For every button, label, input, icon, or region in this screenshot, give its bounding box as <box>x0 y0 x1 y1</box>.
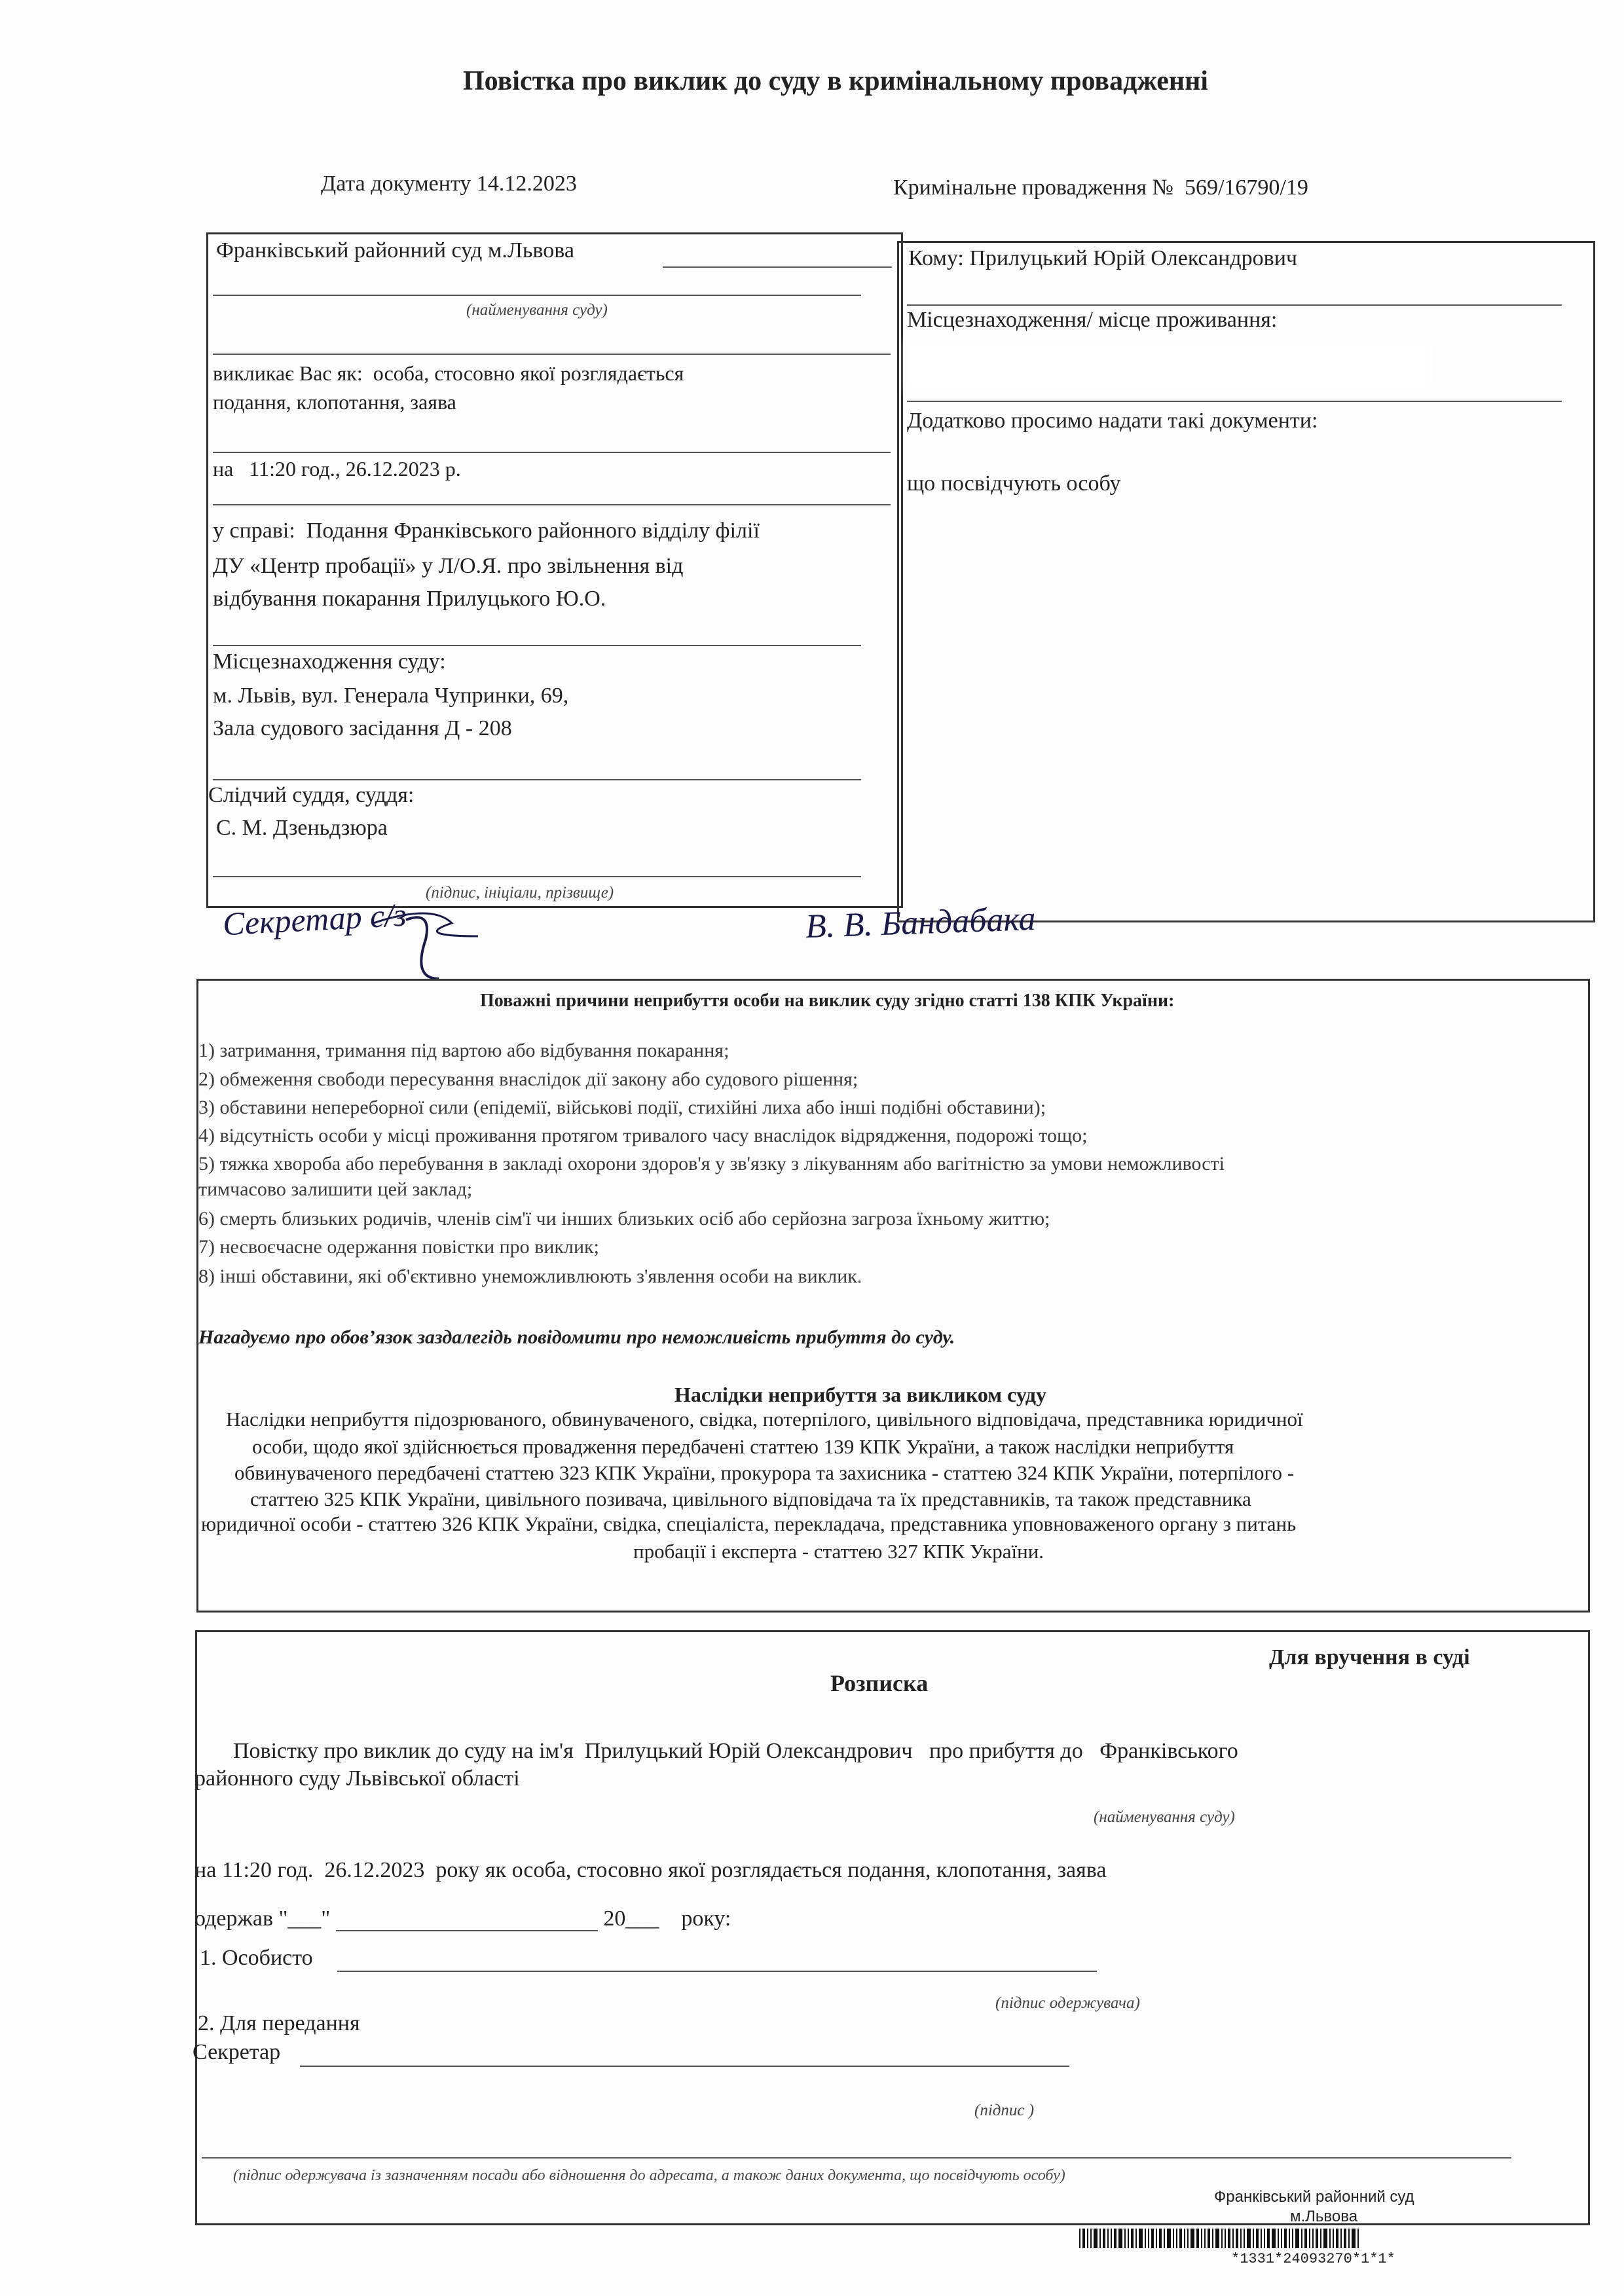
barcode-bar <box>1094 2229 1098 2248</box>
court-address: м. Львів, вул. Генерала Чупринки, 69, <box>213 683 569 708</box>
barcode-bar <box>1357 2229 1359 2248</box>
barcode-bar <box>1176 2229 1177 2248</box>
consequences-line: пробації і експерта - статтею 327 КПК України. <box>633 1540 1044 1563</box>
receipt-court-caption: (найменування суду) <box>1094 1808 1235 1826</box>
receipt-time-line: на 11:20 год. 26.12.2023 року як особа, стосовно якої розглядається подання, клопотання, заява <box>194 1858 1107 1882</box>
reason-item: 2) обмеження свободи пересування внаслідок дії закону або судового рішення; <box>198 1068 858 1090</box>
stamp-court-name: Франківський районний суд <box>1211 2187 1417 2208</box>
reason-item: 6) смерть близьких родичів, членів сім'ї чи інших близьких осіб або серйозна загроза їхньому життю; <box>198 1208 1050 1230</box>
barcode-bar <box>1196 2229 1199 2248</box>
barcode-bar <box>1272 2229 1276 2248</box>
barcode-bar <box>1284 2229 1287 2248</box>
consequences-line: статтею 325 КПК України, цивільного позивача, цивільного відповідача та їх представників, та також представника <box>250 1487 1251 1510</box>
for-delivery-label: Для вручення в суді <box>1269 1645 1470 1669</box>
barcode-bar <box>1348 2229 1350 2248</box>
reasons-heading: Поважні причини неприбуття особи на виклик суду згідно статті 138 КПК України: <box>480 991 1175 1011</box>
barcode-bar <box>1352 2229 1356 2248</box>
consequences-line: юридичної особи - статтею 326 КПК України, свідка, спеціаліста, перекладача, представника уповноваженого органу з питань <box>201 1512 1297 1535</box>
court-name-caption: (найменування суду) <box>466 301 608 319</box>
case-number: Кримінальне провадження № 569/16790/19 <box>893 175 1308 200</box>
consequences-line: особи, щодо якої здійснюється провадження передбачені статтею 139 КПК України, а також наслідки неприбуття <box>252 1435 1234 1458</box>
barcode-bar <box>1111 2229 1112 2248</box>
barcode-bar <box>1340 2229 1342 2248</box>
court-location-label: Місцезнаходження суду: <box>213 649 446 674</box>
barcode-bar <box>1087 2229 1088 2248</box>
barcode-bar <box>1333 2229 1334 2248</box>
barcode-bar <box>1256 2229 1259 2248</box>
barcode-bar <box>1289 2229 1290 2248</box>
barcode-bar <box>1103 2229 1105 2248</box>
barcode-bar <box>1309 2229 1310 2248</box>
reminder: Нагадуємо про обов’язок заздалегідь повідомити про неможливість прибуття до суду. <box>198 1326 955 1348</box>
consequences-heading: Наслідки неприбуття за викликом суду <box>674 1383 1046 1406</box>
judge-name: С. М. Дзеньдзюра <box>216 816 388 840</box>
barcode-bar <box>1212 2229 1213 2248</box>
case-subject: у справі: Подання Франківського районного відділу філії <box>213 519 760 543</box>
barcode-bar <box>1281 2229 1282 2248</box>
documents-label: Додатково просимо надати такі документи: <box>907 409 1318 433</box>
barcode-bar <box>1187 2229 1189 2248</box>
barcode-bar <box>1312 2229 1314 2248</box>
reason-item: 3) обставини непереборної сили (епідемії, військові події, стихійні лиха або інші подібні обставини); <box>198 1097 1046 1118</box>
barcode-bar <box>1164 2229 1165 2248</box>
reason-item: 1) затримання, тримання під вартою або відбування покарання; <box>198 1040 729 1061</box>
barcode-bar <box>1264 2229 1265 2248</box>
barcode-bar <box>1114 2229 1116 2248</box>
barcode-bar <box>1118 2229 1122 2248</box>
barcode-bar <box>1151 2229 1154 2248</box>
handwritten-secretary: Секретар с/з <box>221 896 407 943</box>
barcode-bar <box>1232 2229 1234 2248</box>
barcode-bar <box>1295 2229 1299 2248</box>
barcode-bar <box>1148 2229 1149 2248</box>
barcode-bar <box>1159 2229 1162 2248</box>
barcode-bar <box>1184 2229 1185 2248</box>
barcode-bar <box>1099 2229 1101 2248</box>
handwritten-secretary-name: В. В. Бандабака <box>805 900 1037 946</box>
signature-scribble <box>406 917 439 979</box>
barcode-bar <box>1179 2229 1182 2248</box>
summoned-as: викликає Вас як: особа, стосовно якої розглядається <box>213 361 684 385</box>
barcode-bar <box>1329 2229 1331 2248</box>
bottom-caption: (підпис одержувача із зазначенням посади або відношення до адресата, а також даних документа, що посвідчують особу) <box>233 2167 1065 2184</box>
summoned-as-line2: подання, клопотання, заява <box>213 390 456 414</box>
barcode-text: *1331*24093270*1*1* <box>1231 2251 1395 2267</box>
redacted-address <box>907 340 1431 392</box>
barcode-bar <box>1316 2229 1318 2248</box>
receipt-title: Розписка <box>830 1670 929 1696</box>
residence-label: Місцезнаходження/ місце проживання: <box>907 308 1278 332</box>
signature-caption: (підпис, ініціали, прізвище) <box>426 884 614 902</box>
stamp-city: м.Львова <box>1290 2208 1358 2225</box>
barcode-bar <box>1215 2229 1219 2248</box>
reason-item: тимчасово залишити цей заклад; <box>198 1178 473 1200</box>
court-name: Франківський районний суд м.Львова <box>216 238 574 263</box>
barcode-bar <box>1278 2229 1279 2248</box>
barcode-bar <box>1267 2229 1270 2248</box>
barcode-bar <box>1244 2229 1245 2248</box>
reason-item: 7) несвоєчасне одержання повістки про виклик; <box>198 1236 599 1258</box>
recipient: Кому: Прилуцький Юрій Олександрович <box>908 246 1297 270</box>
barcode-bar <box>1221 2229 1223 2248</box>
hearing-time: на 11:20 год., 26.12.2023 р. <box>213 457 461 481</box>
barcode-bar <box>1145 2229 1146 2248</box>
barcode-bar <box>1190 2229 1194 2248</box>
barcode-bar <box>1208 2229 1210 2248</box>
courtroom: Зала судового засідання Д - 208 <box>213 716 512 740</box>
barcode-bar <box>1124 2229 1126 2248</box>
barcode-bar <box>1082 2229 1085 2248</box>
barcode-bar <box>1336 2229 1338 2248</box>
barcode-bar <box>1253 2229 1254 2248</box>
for-transfer-label: 2. Для передання <box>198 2011 360 2035</box>
barcode-bar <box>1261 2229 1262 2248</box>
document-title: Повістка про виклик до суду в кримінальному провадженні <box>463 66 1208 96</box>
receipt-court-line: районного суду Львівської області <box>194 1766 520 1791</box>
received-date: одержав "___" 20___ року: <box>194 1906 731 1931</box>
barcode-bar <box>1167 2229 1171 2248</box>
barcode-bar <box>1173 2229 1174 2248</box>
barcode-bar <box>1135 2229 1137 2248</box>
barcode-bar <box>1323 2229 1327 2248</box>
reason-item: 4) відсутність особи у місці проживання протягом тривалого часу внаслідок відрядження, подорожі тощо; <box>198 1125 1088 1146</box>
barcode-bar <box>1139 2229 1143 2248</box>
barcode <box>1079 2229 1577 2248</box>
recipient-signature-caption: (підпис одержувача) <box>995 1994 1140 2012</box>
receipt-summons-line: Повістку про виклик до суду на ім'я Прилуцький Юрій Олександрович про прибуття до Франківського <box>233 1739 1238 1763</box>
barcode-bar <box>1107 2229 1109 2248</box>
barcode-bar <box>1240 2229 1242 2248</box>
consequences-line: обвинуваченого передбачені статтею 323 КПК України, прокурора та захисника - статтею 324 КПК України, потерпілого - <box>234 1461 1295 1484</box>
barcode-bar <box>1344 2229 1346 2248</box>
barcode-bar <box>1247 2229 1251 2248</box>
barcode-bar <box>1156 2229 1157 2248</box>
barcode-bar <box>1090 2229 1092 2248</box>
barcode-bar <box>1228 2229 1230 2248</box>
barcode-bar <box>1204 2229 1206 2248</box>
barcode-bar <box>1301 2229 1302 2248</box>
documents-value: що посвідчують особу <box>907 471 1121 496</box>
reason-item: 5) тяжка хвороба або перебування в закладі охорони здоров'я у зв'язку з лікуванням або вагітністю за умови неможливості <box>198 1153 1225 1175</box>
barcode-bar <box>1236 2229 1238 2248</box>
barcode-bar <box>1131 2229 1134 2248</box>
barcode-bar <box>1304 2229 1307 2248</box>
barcode-bar <box>1201 2229 1202 2248</box>
barcode-bar <box>1292 2229 1293 2248</box>
secretary-signature-caption: (підпис ) <box>974 2102 1035 2119</box>
case-subject-line3: відбування покарання Прилуцького Ю.О. <box>213 587 606 611</box>
barcode-bar <box>1079 2229 1080 2248</box>
secretary-label: Секретар <box>193 2040 281 2064</box>
reason-item: 8) інші обставини, які об'єктивно унеможливлюють з'явлення особи на виклик. <box>198 1266 862 1287</box>
barcode-bar <box>1128 2229 1129 2248</box>
barcode-bar <box>1225 2229 1226 2248</box>
case-subject-line2: ДУ «Центр пробації» у Л/О.Я. про звільнення від <box>213 554 684 578</box>
judge-label: Слідчий суддя, суддя: <box>208 783 415 807</box>
consequences-line: Наслідки неприбуття підозрюваного, обвинуваченого, свідка, потерпілого, цивільного відповідача, представника юридичної <box>226 1408 1303 1430</box>
document-date: Дата документу 14.12.2023 <box>321 172 577 196</box>
personally-label: 1. Особисто <box>200 1946 313 1970</box>
barcode-bar <box>1320 2229 1321 2248</box>
